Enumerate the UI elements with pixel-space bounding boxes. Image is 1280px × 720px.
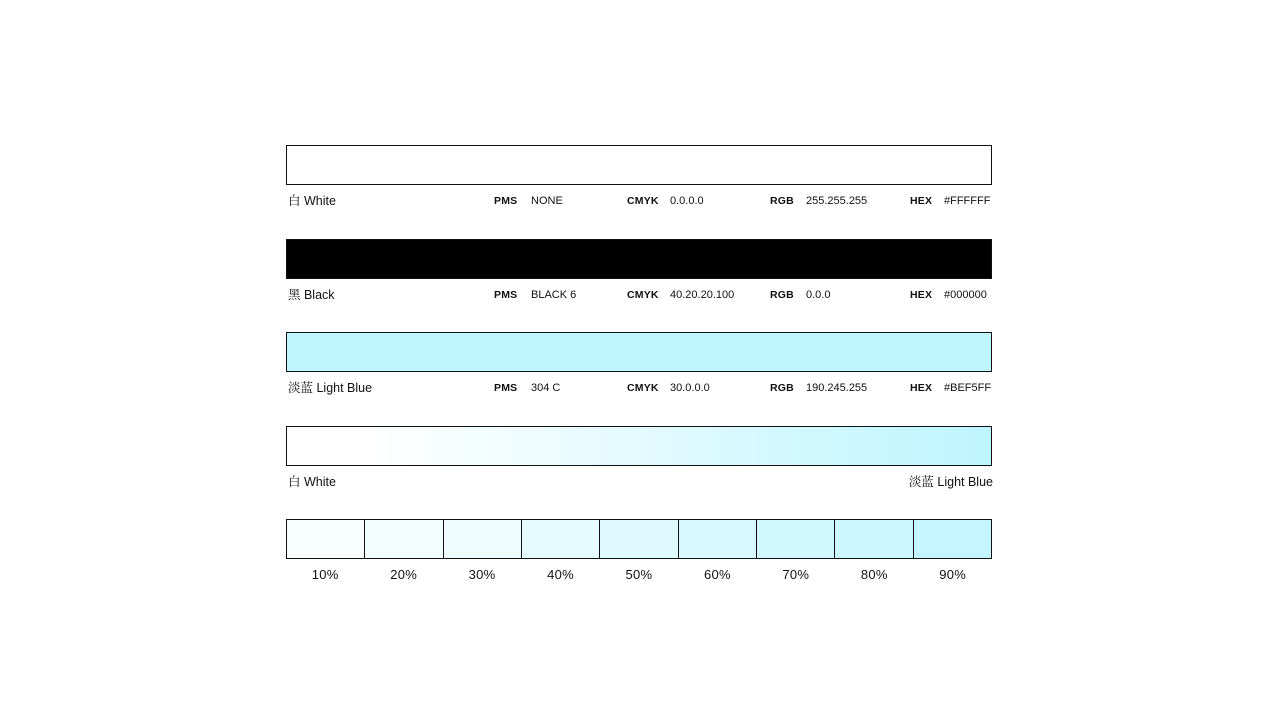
tint-swatch-50 — [600, 519, 678, 559]
gradient-start-label: 白 White — [288, 475, 336, 489]
cmyk-label: CMYK — [627, 195, 659, 207]
color-name: 淡蓝 Light Blue — [288, 381, 373, 395]
pms-value: NONE — [531, 195, 563, 207]
swatch-white — [286, 145, 992, 185]
rgb-value: 255.255.255 — [806, 195, 868, 207]
pms-value: 304 C — [531, 382, 561, 394]
pms-label: PMS — [494, 195, 518, 207]
swatch-black — [286, 239, 992, 279]
gradient-end-label: 淡蓝 Light Blue — [908, 475, 993, 489]
color-info-light-blue — [0, 381, 1280, 401]
cmyk-value: 0.0.0.0 — [670, 195, 704, 207]
tint-label: 50% — [625, 567, 653, 582]
rgb-value: 190.245.255 — [806, 382, 868, 394]
hex-label: HEX — [910, 382, 933, 394]
rgb-label: RGB — [770, 195, 794, 207]
color-name: 黑 Black — [288, 288, 335, 302]
tint-label: 10% — [311, 567, 339, 582]
hex-value: #BEF5FF — [944, 382, 992, 394]
cmyk-label: CMYK — [627, 382, 659, 394]
color-info-white — [0, 194, 1280, 214]
tint-swatch-30 — [444, 519, 522, 559]
hex-label: HEX — [910, 195, 933, 207]
cmyk-label: CMYK — [627, 289, 659, 301]
rgb-label: RGB — [770, 289, 794, 301]
tint-label: 40% — [547, 567, 574, 582]
tint-swatch-40 — [522, 519, 600, 559]
tint-label: 20% — [390, 567, 418, 582]
cmyk-value: 40.20.20.100 — [670, 289, 735, 301]
pms-label: PMS — [494, 289, 518, 301]
tint-swatch-10 — [286, 519, 365, 559]
tint-label: 70% — [782, 567, 810, 582]
tint-swatch-70 — [757, 519, 835, 559]
tint-scale — [286, 519, 992, 559]
tint-labels — [286, 567, 992, 583]
pms-label: PMS — [494, 382, 518, 394]
rgb-label: RGB — [770, 382, 794, 394]
tint-swatch-20 — [365, 519, 443, 559]
color-info-black — [0, 288, 1280, 308]
hex-label: HEX — [910, 289, 933, 301]
hex-value: #FFFFFF — [944, 195, 991, 207]
tint-swatch-90 — [914, 519, 992, 559]
tint-label: 80% — [860, 567, 888, 582]
tint-label: 90% — [939, 567, 967, 582]
tint-label: 30% — [468, 567, 496, 582]
gradient-swatch — [286, 426, 992, 466]
cmyk-value: 30.0.0.0 — [670, 382, 710, 394]
pms-value: BLACK 6 — [531, 289, 577, 301]
tint-swatch-80 — [835, 519, 913, 559]
swatch-light-blue — [286, 332, 992, 372]
tint-label: 60% — [703, 567, 731, 582]
tint-swatch-60 — [679, 519, 757, 559]
color-name: 白 White — [288, 194, 336, 208]
hex-value: #000000 — [944, 289, 987, 301]
rgb-value: 0.0.0 — [806, 289, 831, 301]
